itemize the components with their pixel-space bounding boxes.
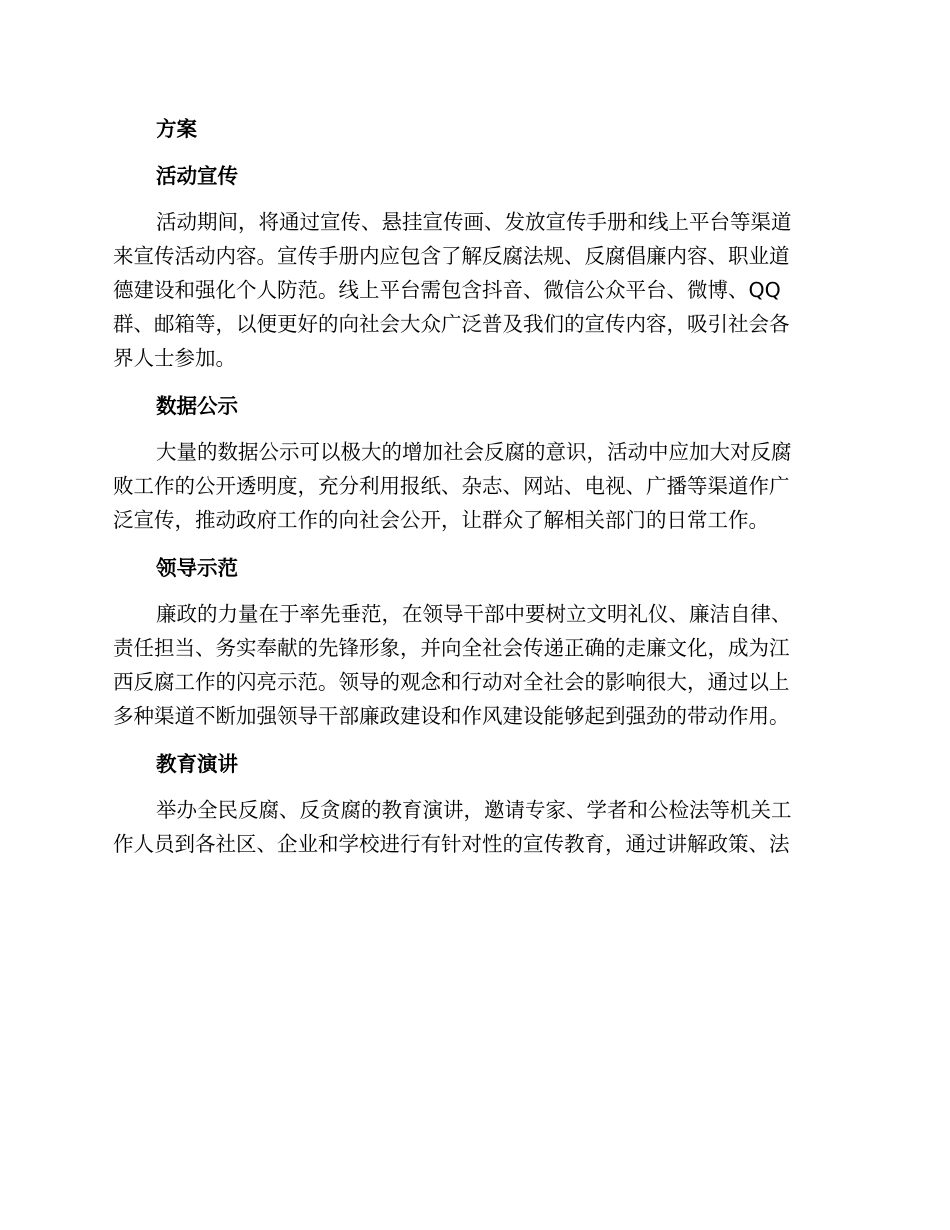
paragraph-line: 西反腐工作的闪亮示范。领导的观念和行动对全社会的影响很大，通过以上 xyxy=(113,670,790,694)
spacer xyxy=(113,146,831,159)
spacer xyxy=(113,537,831,551)
spacer xyxy=(113,193,831,205)
paragraph-line: 多种渠道不断加强领导干部廉政建设和作风建设能够起到强劲的带动作用。 xyxy=(113,704,790,728)
document-title: 方案 xyxy=(156,117,197,141)
section-heading: 数据公示 xyxy=(156,394,238,418)
paragraph-line: 泛宣传，推动政府工作的向社会公开，让群众了解相关部门的日常工作。 xyxy=(113,508,769,532)
section-paragraph xyxy=(113,435,831,537)
section-paragraph xyxy=(113,597,831,733)
spacer xyxy=(113,423,831,435)
paragraph-line: 大量的数据公示可以极大的增加社会反腐的意识，活动中应加大对反腐 xyxy=(156,440,792,464)
section-paragraph xyxy=(113,793,831,861)
section-paragraph xyxy=(113,205,831,375)
document-page xyxy=(113,112,831,861)
spacer xyxy=(113,781,831,793)
spacer xyxy=(113,375,831,389)
paragraph-line: 群、邮箱等，以便更好的向社会大众广泛普及我们的宣传内容，吸引社会各 xyxy=(113,312,790,336)
paragraph-line: 界人士参加。 xyxy=(113,346,236,370)
spacer xyxy=(113,585,831,597)
paragraph-line: 责任担当、务实奉献的先锋形象，并向全社会传递正确的走廉文化，成为江 xyxy=(113,636,790,660)
section-heading: 教育演讲 xyxy=(156,752,238,776)
paragraph-line: 作人员到各社区、企业和学校进行有针对性的宣传教育，通过讲解政策、法 xyxy=(113,832,790,856)
spacer xyxy=(113,733,831,747)
paragraph-line: 德建设和强化个人防范。线上平台需包含抖音、微信公众平台、微博、QQ xyxy=(113,278,781,302)
section-heading: 活动宣传 xyxy=(156,164,238,188)
paragraph-line: 来宣传活动内容。宣传手册内应包含了解反腐法规、反腐倡廉内容、职业道 xyxy=(113,244,790,268)
section-heading: 领导示范 xyxy=(156,556,238,580)
paragraph-line: 廉政的力量在于率先垂范，在领导干部中要树立文明礼仪、廉洁自律、 xyxy=(156,602,792,626)
paragraph-line: 败工作的公开透明度，充分利用报纸、杂志、网站、电视、广播等渠道作广 xyxy=(113,474,790,498)
paragraph-line: 活动期间，将通过宣传、悬挂宣传画、发放宣传手册和线上平台等渠道 xyxy=(156,210,792,234)
paragraph-line: 举办全民反腐、反贪腐的教育演讲，邀请专家、学者和公检法等机关工 xyxy=(156,798,792,822)
